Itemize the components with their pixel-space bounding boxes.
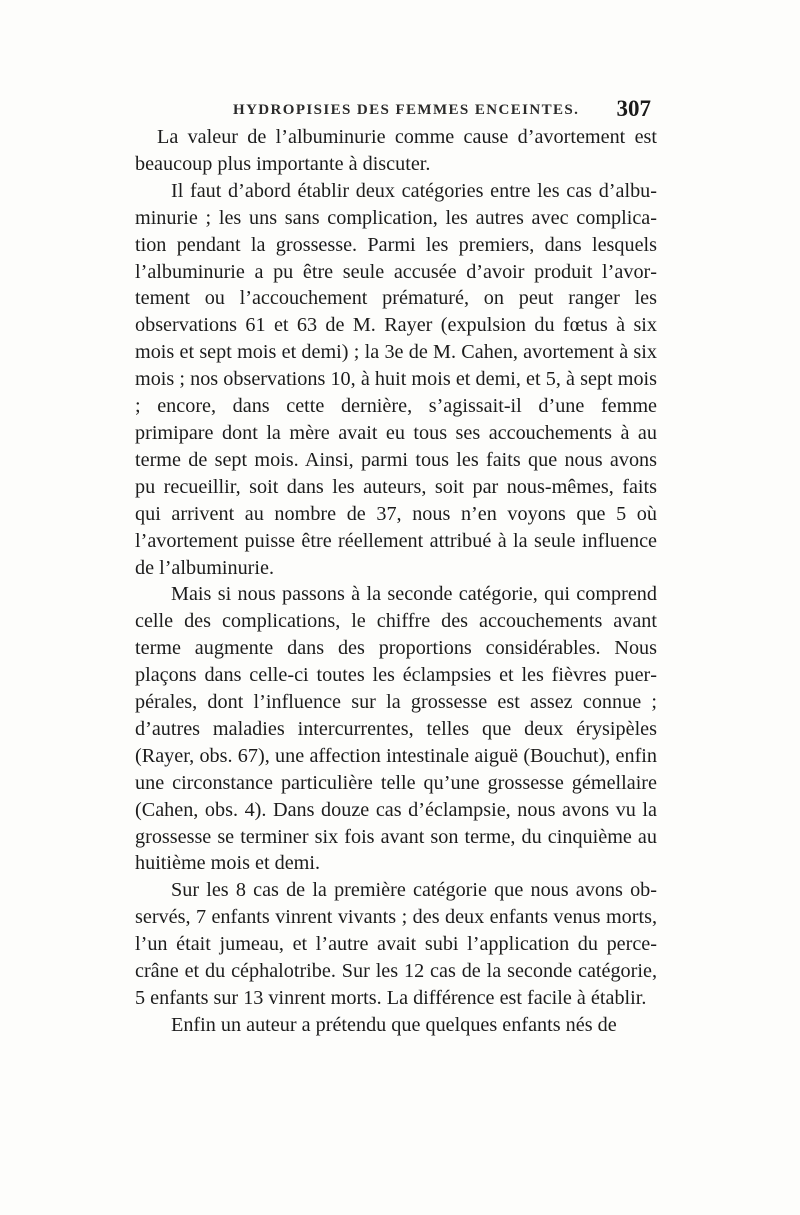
body-text	[135, 124, 657, 1039]
paragraph-2: Il faut d’abord établir deux catégories entre les cas d’albuminurie ; les uns sans complication, les autres avec complication pendant la grossesse. Parmi les premiers, dans lesquels l’albuminurie a pu être seule accusée d’avoir produit l’avortement ou l’accouchement prématuré, on peut ranger les observations 61 et 63 de M. Rayer (expulsion du fœtus à six mois et sept mois et demi) ; la 3e de M. Cahen, avortement à six mois ; nos observations 10, à huit mois et demi, et 5, à sept mois ; encore, dans cette dernière, s’agissait-il d’une femme primipare dont la mère avait eu tous ses accouchements à au terme de sept mois. Ainsi, parmi tous les faits que nous avons pu recueillir, soit dans les auteurs, soit par nous-mêmes, faits qui arrivent au nombre de 37, nous n’en voyons que 5 où l’avortement puisse être réellement attribué à la seule influence de l’albuminurie.	[135, 179, 657, 579]
paragraph-5: Enfin un auteur a prétendu que quelques enfants nés de	[171, 1013, 617, 1036]
paragraph-1: La valeur de l’albuminurie comme cause d’avortement est beaucoup plus importante à discuter.	[135, 126, 657, 175]
paragraph-3: Mais si nous passons à la seconde catégorie, qui comprend celle des complications, le chiffre des accouchements avant terme augmente dans des proportions considérables. Nous plaçons dans celle-ci toutes les éclampsies et les fièvres puerpérales, dont l’influence sur la grossesse est assez connue ; d’autres maladies intercurrentes, telles que deux érysipèles (Rayer, obs. 67), une affection intestinale aiguë (Bouchut), enfin une circonstance particulière telle qu’une grossesse gémellaire (Cahen, obs. 4). Dans douze cas d’éclampsie, nous avons vu la grossesse se terminer six fois avant son terme, du cinquième au huitième mois et demi.	[135, 583, 657, 875]
running-title: HYDROPISIES DES FEMMES ENCEINTES.	[233, 102, 580, 118]
running-header	[135, 96, 657, 126]
paragraph-4: Sur les 8 cas de la première catégorie que nous avons observés, 7 enfants vinrent vivants ; des deux enfants venus morts, l’un était jumeau, et l’autre avait subi l’application du perce-crâne et du céphalotribe. Sur les 12 cas de la seconde catégorie, 5 enfants sur 13 vinrent morts. La différence est facile à établir.	[135, 879, 657, 1009]
page-number: 307	[616, 96, 651, 121]
